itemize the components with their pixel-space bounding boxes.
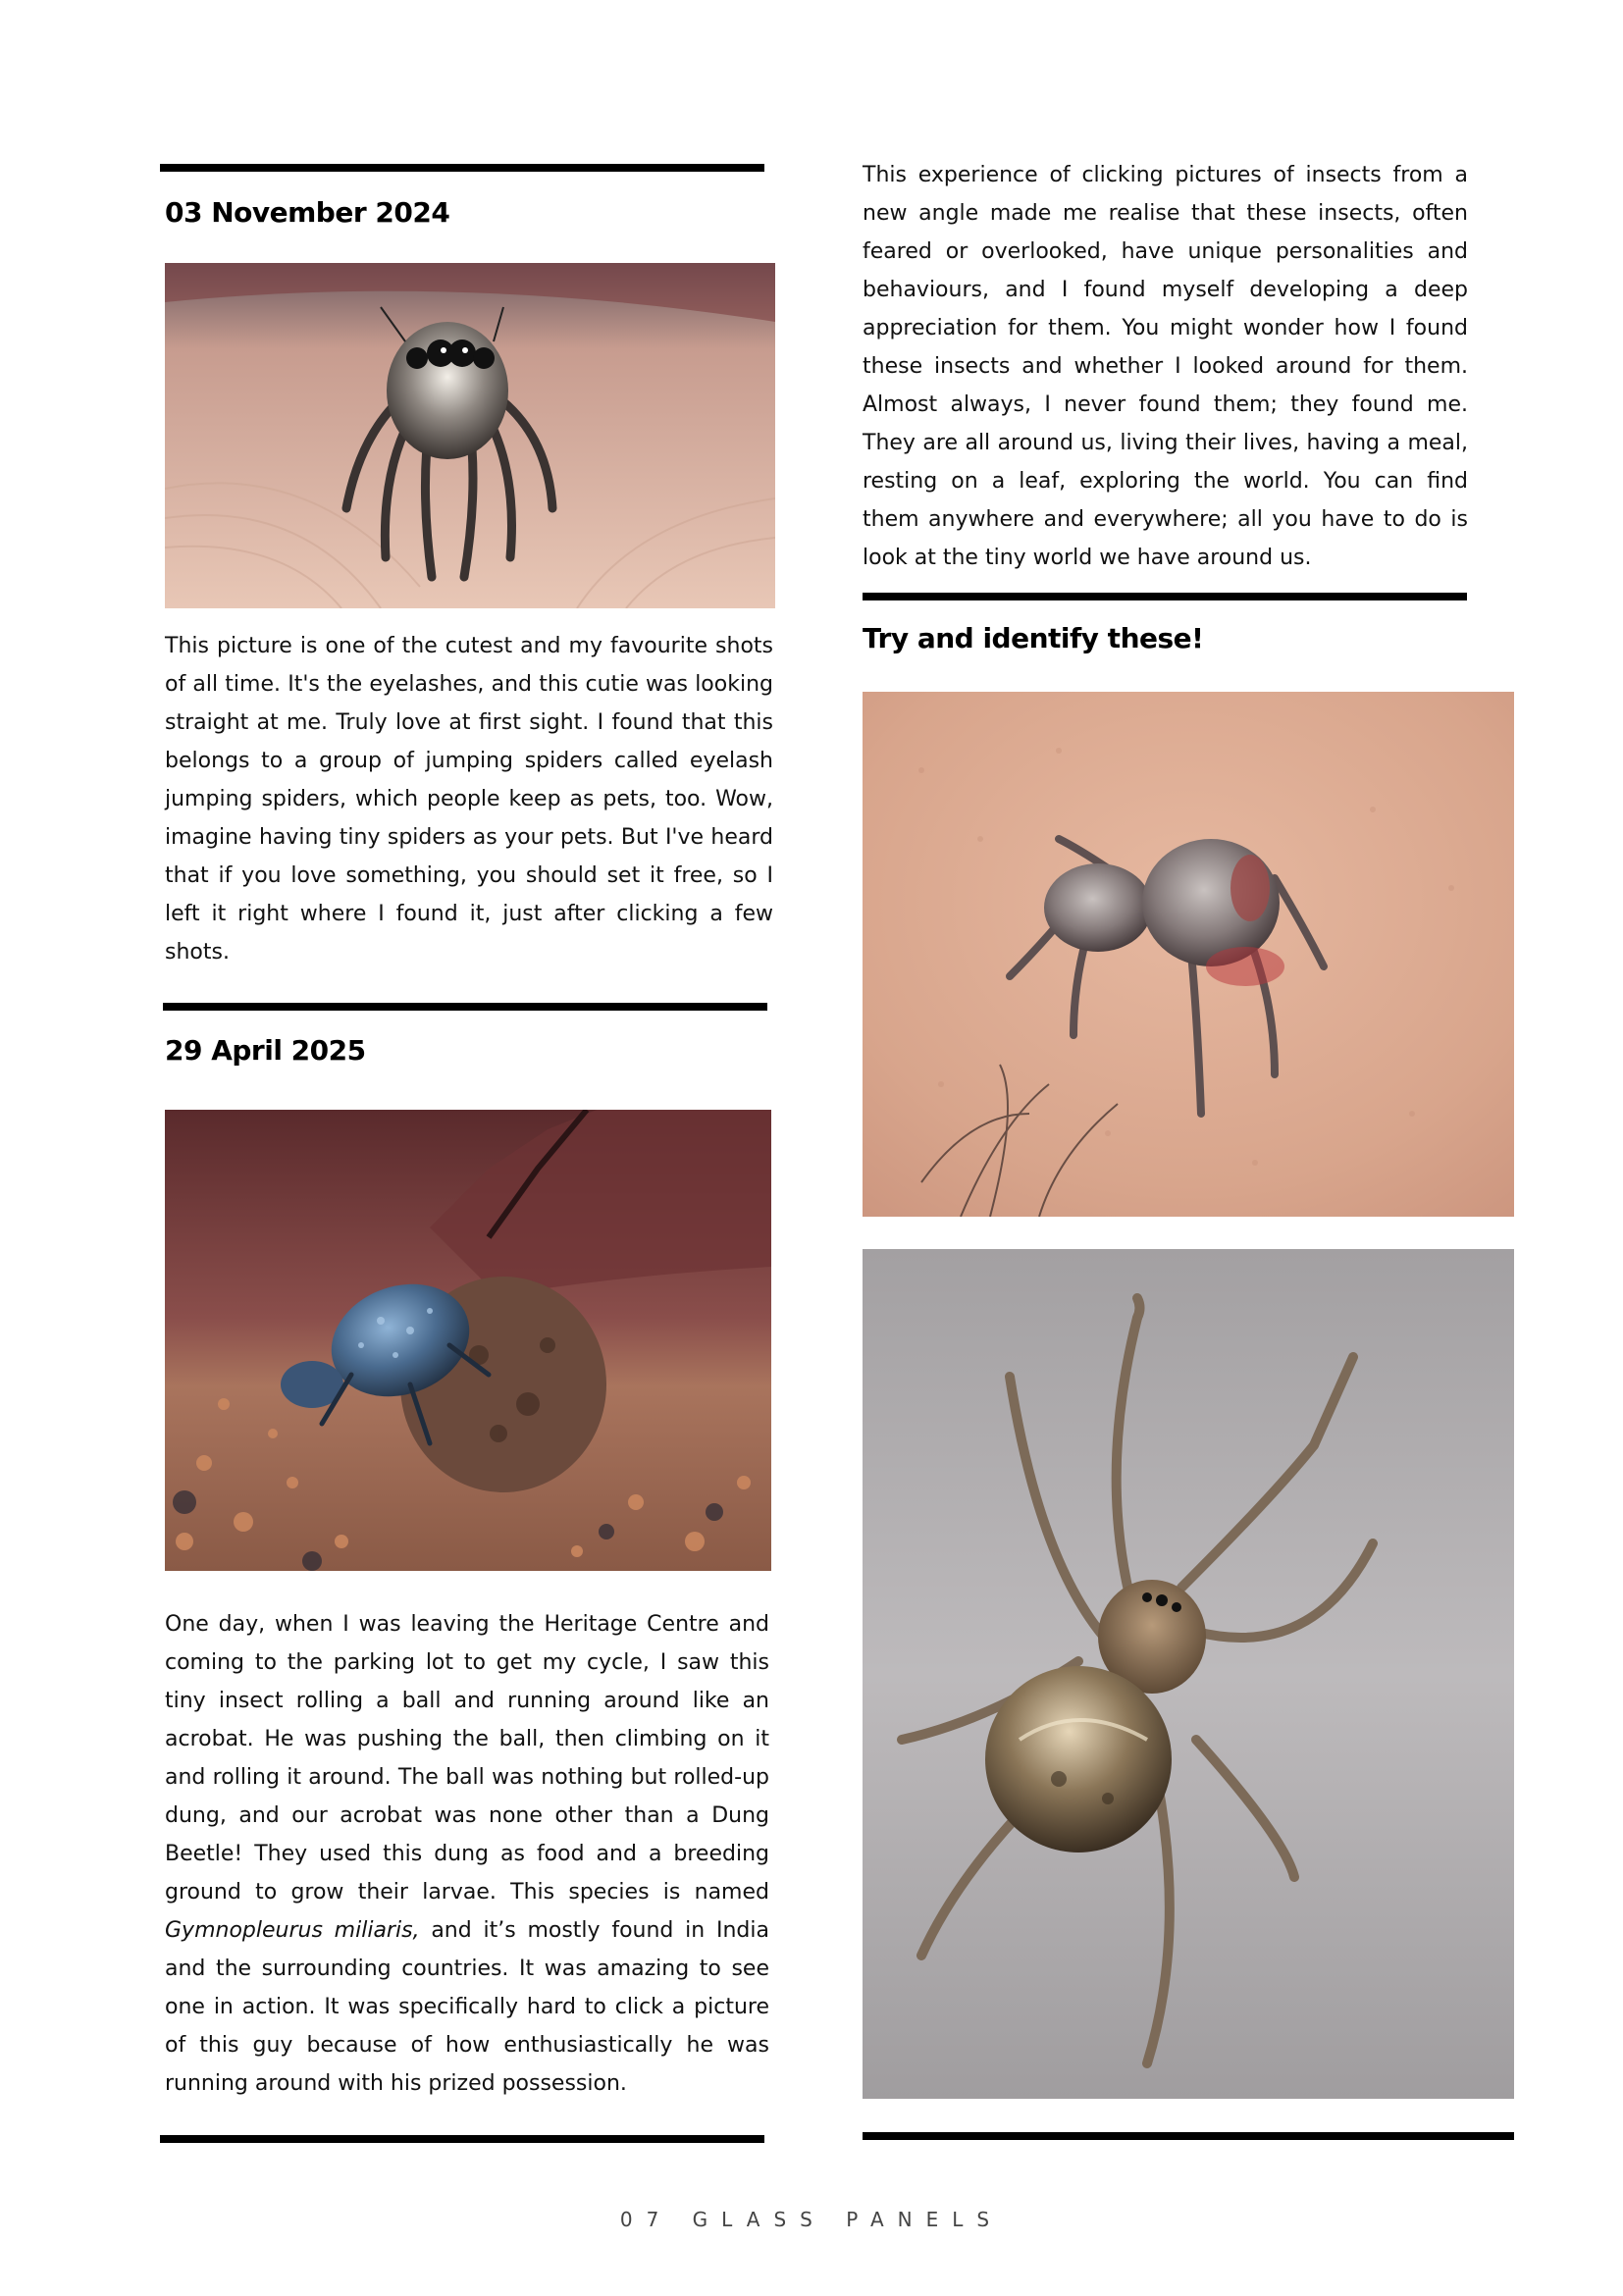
entry-date-heading: 29 April 2025 xyxy=(165,1034,366,1067)
dung-beetle-photo xyxy=(165,1110,771,1571)
species-name: Gymnopleurus miliaris, xyxy=(165,1918,420,1943)
paragraph-text: and it’s mostly found in India and the surrounding countries. It was amazing to see one in action. It was specifically hard to click a picture of this guy because of how enthusiastically he was running around with his prized possession. xyxy=(165,1918,769,2096)
section-rule-bottom-right xyxy=(863,2132,1514,2140)
section-rule-top-left xyxy=(160,164,764,172)
intro-paragraph: This experience of clicking pictures of insects from a new angle made me realise that these insects, often feared or overlooked, have unique personalities and behaviours, and I found myself developing a deep appreciation for them. You might wonder how I found these insects and whether I looked around for them. Almost always, I never found them; they found me. They are all around us, living their lives, having a meal, resting on a leaf, exploring the world. You can find them anywhere and everywhere; all you have to do is look at the tiny world we have around us. xyxy=(863,163,1468,570)
entry-date-heading: 03 November 2024 xyxy=(165,196,450,229)
section-rule-middle-left xyxy=(163,1003,767,1011)
quiz-heading: Try and identify these! xyxy=(863,622,1204,654)
jumping-spider-on-skin-photo xyxy=(863,692,1514,1217)
paragraph-text: One day, when I was leaving the Heritage Centre and coming to the parking lot to get my cycle, I saw this tiny insect rolling a ball and running around like an acrobat. He was pushing the ball, then climbing on it and rolling it around. The ball was nothing but rolled-up dung, and our acrobat was none other than a Dung Beetle! They used this dung as food and a breeding ground to grow their larvae. This species is named xyxy=(165,1612,769,1905)
entry-paragraph: This picture is one of the cutest and my favourite shots of all time. It's the eyelashes, and this cutie was looking straight at me. Truly love at first sight. I found that this belongs to a group of jumping spiders called eyelash jumping spiders, which people keep as pets, too. Wow, imagine having tiny spiders as your pets. But I've heard that if you love something, you should set it free, so I left it right where I found it, just after clicking a few shots. xyxy=(165,634,773,965)
entry-paragraph xyxy=(165,1605,769,2103)
section-rule-top-right xyxy=(863,593,1467,600)
orb-weaver-spider-photo xyxy=(863,1249,1514,2099)
page-footer: 07 GLASS PANELS xyxy=(619,2208,1004,2231)
section-rule-bottom-left xyxy=(160,2135,764,2143)
eyelash-jumping-spider-photo xyxy=(165,263,775,608)
